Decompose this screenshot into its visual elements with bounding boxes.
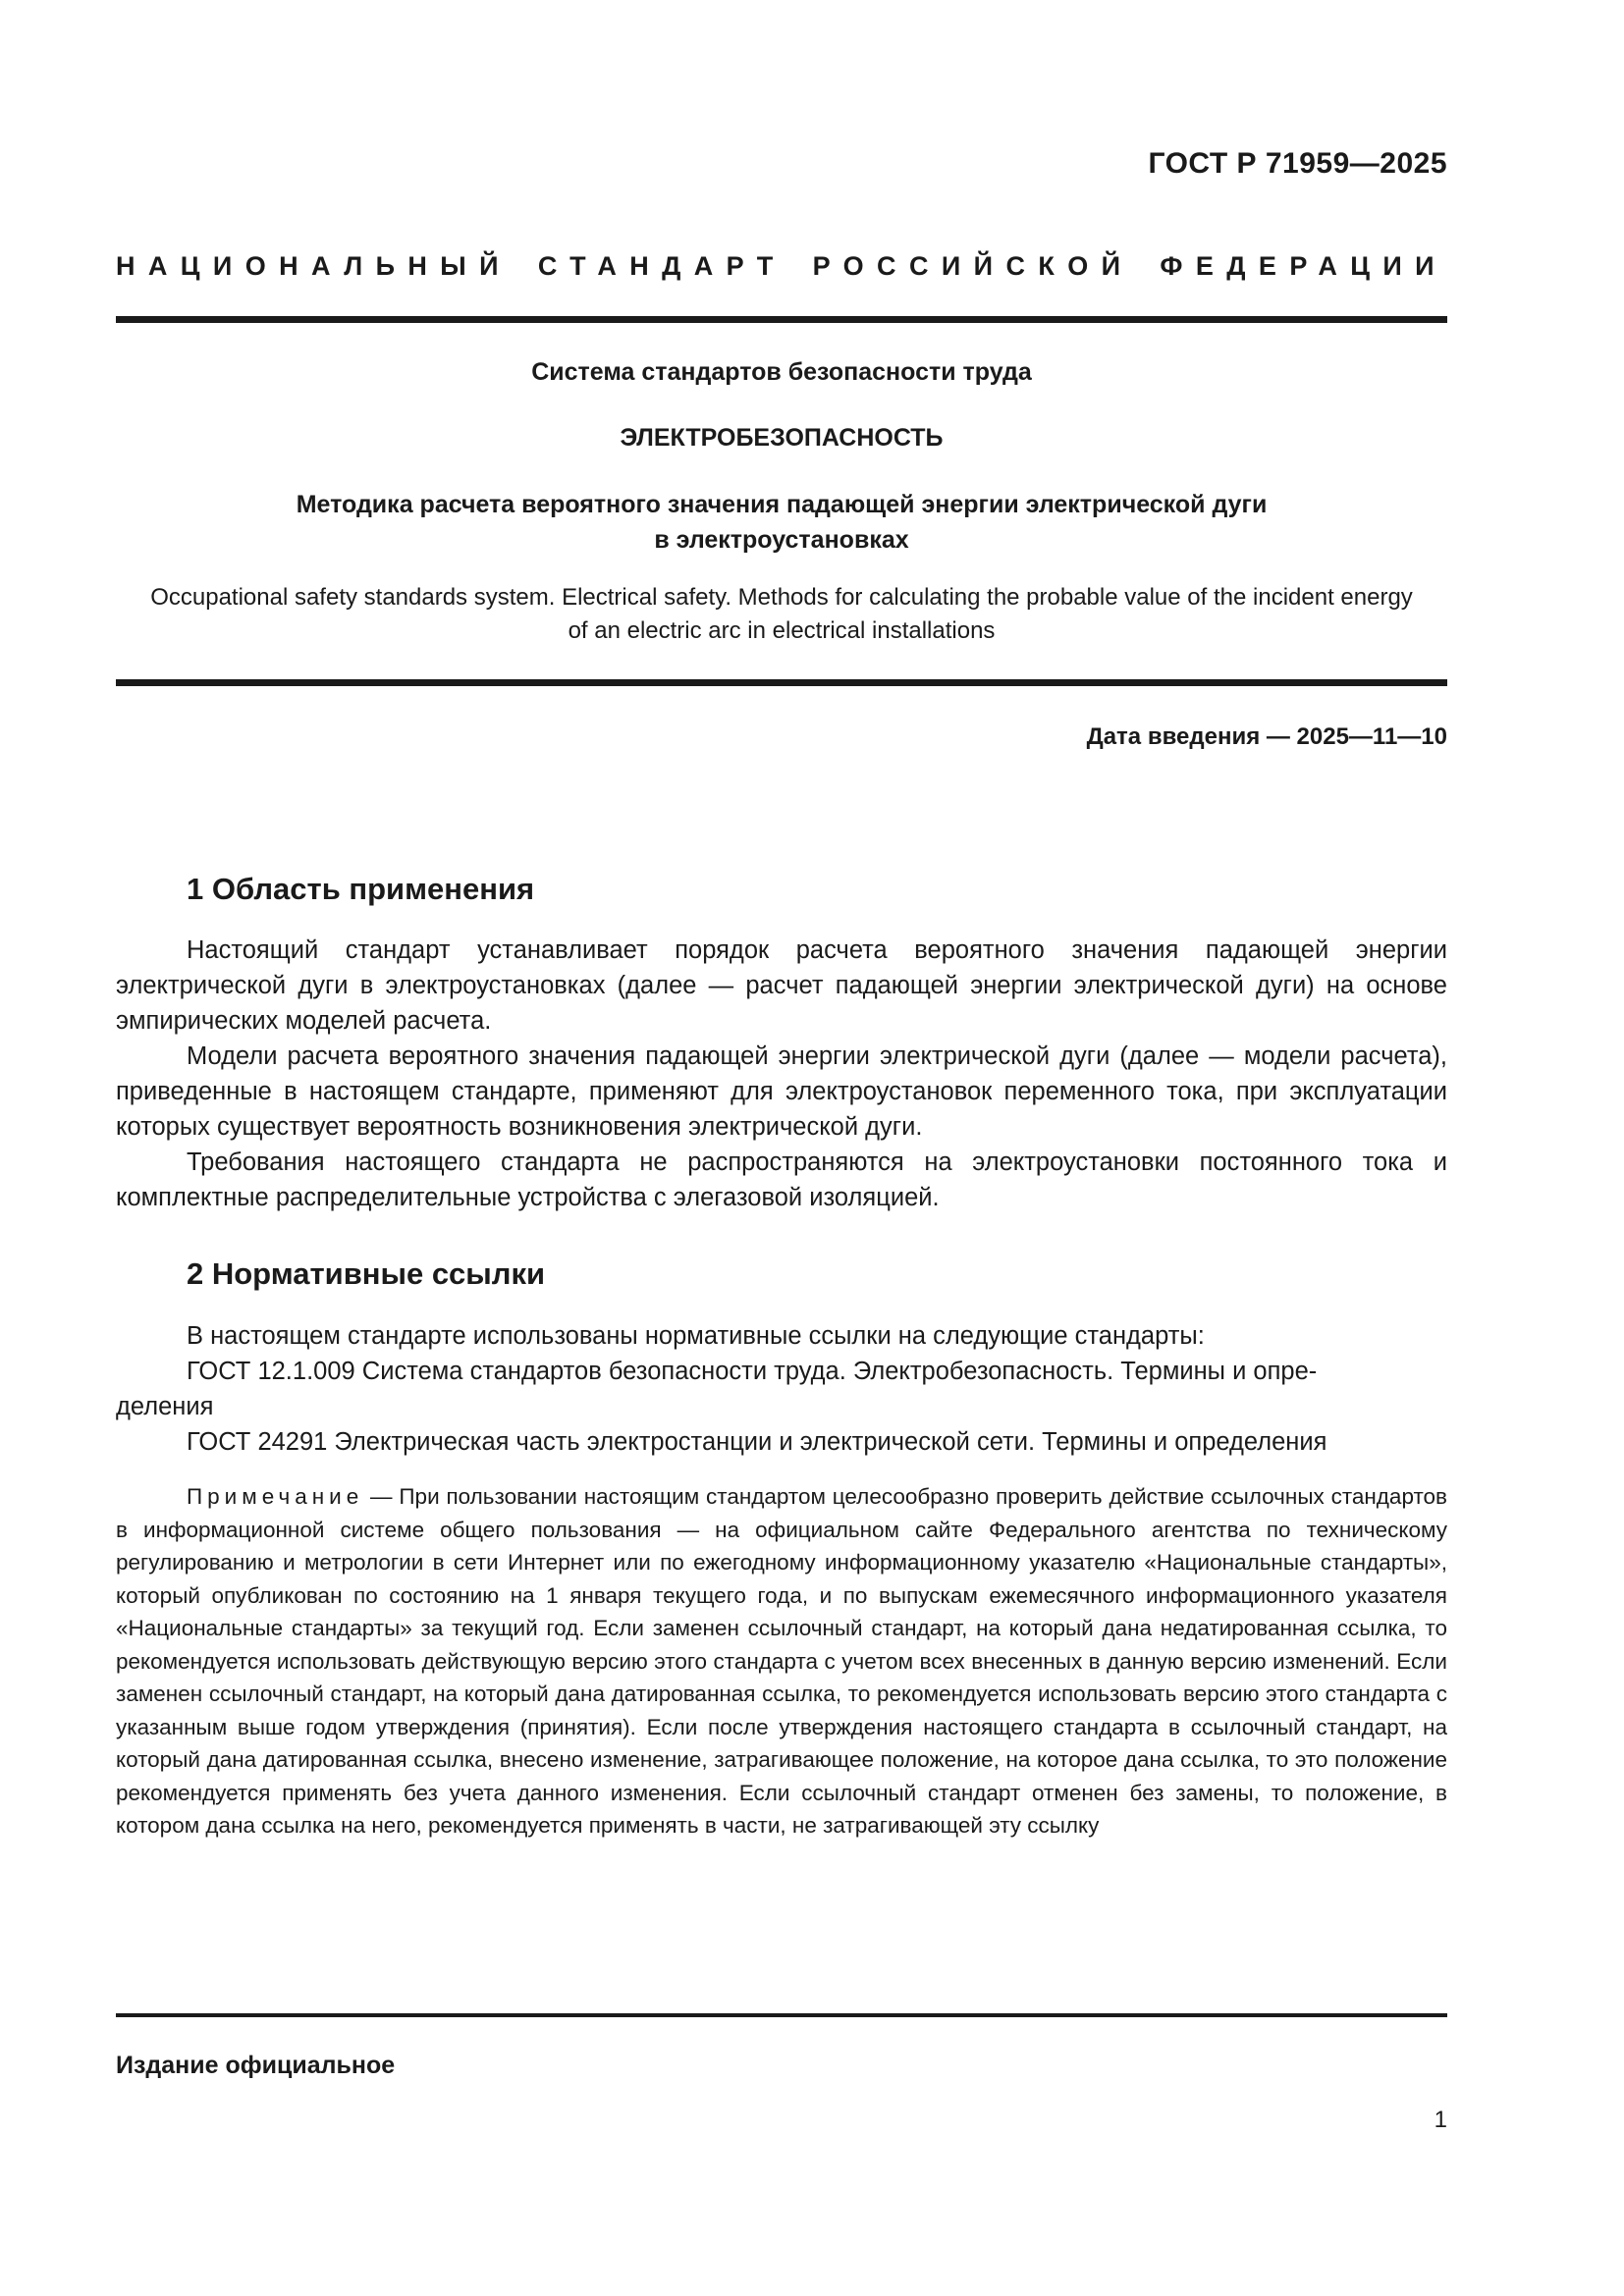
english-title-line-1: Occupational safety standards system. Electrical safety. Methods for calculating the probable value of the incident energy: [150, 584, 1413, 611]
introduction-date: Дата введения — 2025—11—10: [1086, 723, 1447, 750]
title-bottom-rule: [116, 679, 1447, 686]
subtitle-line-1: Методика расчета вероятного значения падающей энергии электрической дуги: [296, 491, 1268, 518]
note-label: Примечание: [187, 1484, 364, 1509]
english-title-line-2: of an electric arc in electrical installations: [568, 617, 996, 644]
section-1-paragraph-2: Модели расчета вероятного значения падающей энергии электрической дуги (далее — модели расчета), приведенные в настоящем стандарте, применяют для электроустановок переменного тока, при эксплуатации которых существует вероятность возникновения электрической дуги.: [116, 1042, 1447, 1141]
reference-gost-24291: ГОСТ 24291 Электрическая часть электростанции и электрической сети. Термины и определения: [187, 1428, 1327, 1456]
standard-designation: ГОСТ Р 71959—2025: [1148, 147, 1447, 180]
references-intro: В настоящем стандарте использованы нормативные ссылки на следующие стандарты:: [187, 1322, 1205, 1350]
english-title: [116, 581, 1447, 648]
section-2-heading: 2 Нормативные ссылки: [187, 1256, 546, 1291]
section-1-paragraph-1: Настоящий стандарт устанавливает порядок расчета вероятного значения падающей энергии электрической дуги в электроустановках (далее — расчет падающей энергии электрической дуги) на основе эмпирических моделей расчета.: [116, 936, 1447, 1035]
official-edition-label: Издание официальное: [116, 2052, 396, 2079]
subtitle: [116, 487, 1447, 558]
page-number: 1: [1434, 2107, 1447, 2133]
footer-rule: [116, 2013, 1447, 2017]
reference-gost-12-1-009: ГОСТ 12.1.009 Система стандартов безопасности труда. Электробезопасность. Термины и опре-: [187, 1358, 1318, 1385]
references-note: [116, 1480, 1447, 1842]
standards-system-title: Система стандартов безопасности труда: [531, 358, 1032, 386]
main-title: ЭЛЕКТРОБЕЗОПАСНОСТЬ: [620, 424, 944, 452]
top-rule: [116, 316, 1447, 323]
note-text: — При пользовании настоящим стандартом целесообразно проверить действие ссылочных стандартов в информационной системе общего пользования — на официальном сайте Федерального агентства по техническому регулированию и метрологии в сети Интернет или по ежегодному информационному указателю «Национальные стандарты», который опубликован по состоянию на 1 января текущего года, и по выпускам ежемесячного информационного указателя «Национальные стандарты» за текущий год. Если заменен ссылочный стандарт, на который дана недатированная ссылка, то рекомендуется использовать действующую версию этого стандарта с учетом всех внесенных в данную версию изменений. Если заменен ссылочный стандарт, на который дана датированная ссылка, то рекомендуется использовать версию этого стандарта с указанным выше годом утверждения (принятия). Если после утверждения настоящего стандарта в ссылочный стандарт, на который дана датированная ссылка, внесено изменение, затрагивающее положение, на которое дана ссылка, то это положение рекомендуется применять без учета данного изменения. Если ссылочный стандарт отменен без замены, то положение, в котором дана ссылка на него, рекомендуется применять в части, не затрагивающей эту ссылку: [116, 1484, 1447, 1838]
reference-gost-12-1-009-continuation: деления: [116, 1393, 214, 1420]
section-1-heading: 1 Область применения: [187, 872, 535, 906]
national-standard-banner: НАЦИОНАЛЬНЫЙ СТАНДАРТ РОССИЙСКОЙ ФЕДЕРАЦИИ: [116, 251, 1447, 281]
section-1-paragraph-3: Требования настоящего стандарта не распространяются на электроустановки постоянного тока и комплектные распределительные устройства с элегазовой изоляцией.: [116, 1148, 1447, 1211]
subtitle-line-2: в электроустановках: [654, 526, 909, 554]
